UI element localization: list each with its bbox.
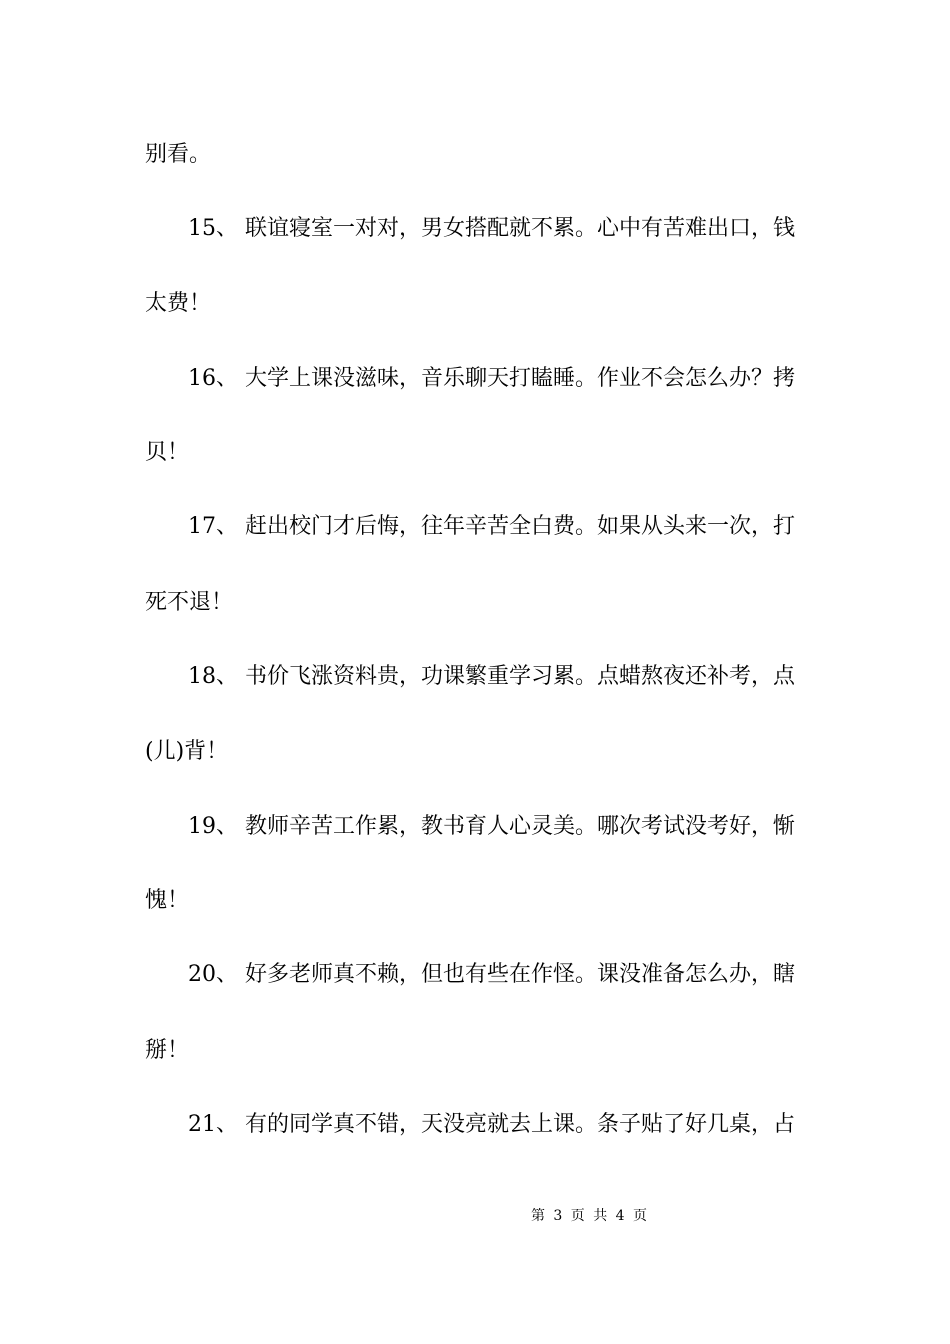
line-text: 大学上课没滋味，音乐聊天打瞌睡。作业不会怎么办？拷 [245, 366, 796, 391]
item-20-first-line [188, 960, 848, 990]
item-17-first-line [188, 512, 848, 542]
line-text: 掰！ [145, 1038, 190, 1063]
line-text: 书价飞涨资料贵，功课繁重学习累。点蜡熬夜还补考，点 [245, 664, 796, 689]
line-text: 联谊寝室一对对，男女搭配就不累。心中有苦难出口，钱 [245, 216, 796, 241]
item-15-first-line [188, 214, 848, 244]
item-19-first-line [188, 812, 848, 842]
page-footer [0, 1207, 950, 1225]
item-17-continuation [145, 588, 805, 618]
item-18-first-line [188, 662, 848, 692]
line-text: (儿)背！ [145, 739, 229, 764]
item-18-continuation [145, 737, 805, 767]
item-number: 21、 [188, 1112, 238, 1137]
item-number: 19、 [188, 814, 238, 839]
line-text: 好多老师真不赖，但也有些在作怪。课没准备怎么办，瞎 [245, 962, 796, 987]
item-number: 17、 [188, 514, 238, 539]
item-number: 15、 [188, 216, 238, 241]
page-number: 第 3 页 共 4 页 [530, 1208, 650, 1224]
line-text: 有的同学真不错，天没亮就去上课。条子贴了好几桌，占 [245, 1112, 796, 1137]
line-text: 教师辛苦工作累，教书育人心灵美。哪次考试没考好，惭 [245, 814, 796, 839]
line-text: 愧！ [145, 888, 190, 913]
item-number: 18、 [188, 664, 238, 689]
item-20-continuation [145, 1036, 805, 1066]
line-text: 贝！ [145, 440, 190, 465]
line-text: 别看。 [145, 142, 212, 167]
item-16-first-line [188, 364, 848, 394]
item-number: 20、 [188, 962, 238, 987]
item-21-first-line [188, 1110, 848, 1140]
line-text: 赶出校门才后悔，往年辛苦全白费。如果从头来一次，打 [245, 514, 796, 539]
item-16-continuation [145, 438, 805, 468]
continuation-line [145, 140, 805, 170]
item-19-continuation [145, 886, 805, 916]
item-number: 16、 [188, 366, 238, 391]
line-text: 死不退！ [145, 590, 234, 615]
item-15-continuation [145, 289, 805, 319]
line-text: 太费！ [145, 291, 212, 316]
